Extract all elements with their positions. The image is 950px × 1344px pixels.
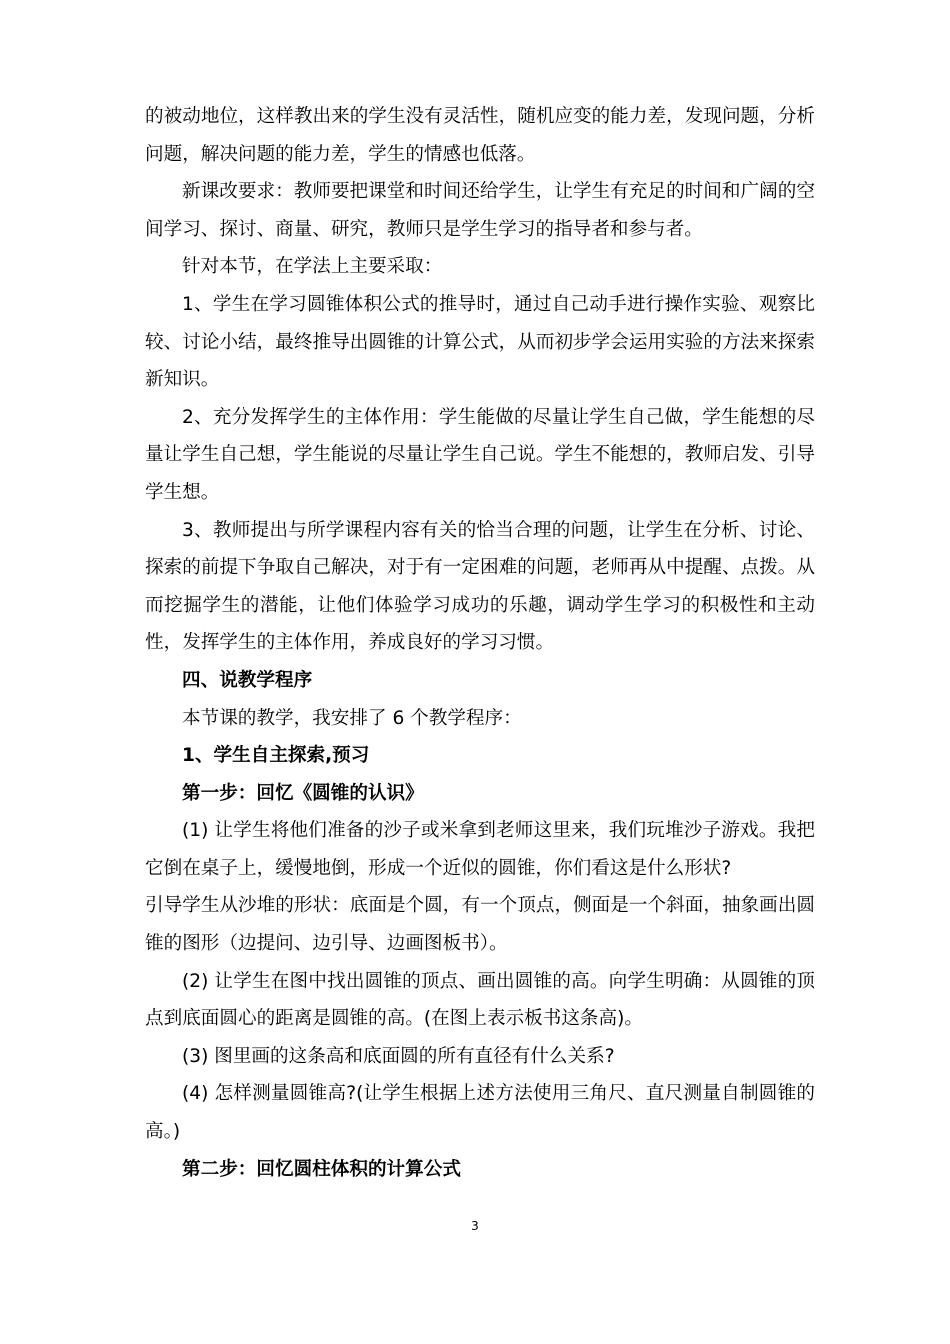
paragraph-study-method-intro: 针对本节，在学法上主要采取： bbox=[182, 256, 443, 278]
paragraph-continuation: 的被动地位，这样教出来的学生没有灵活性，随机应变的能力差，发现问题，分析问题，解决问题的能力差，学生的情感也低落。 bbox=[145, 106, 815, 165]
section-heading-teaching-procedure: 四、说教学程序 bbox=[182, 669, 313, 691]
paragraph-step1-item1: (1) 让学生将他们准备的沙子或米拿到老师这里来，我们玩堆沙子游戏。我把它倒在桌子上，缓慢地倒，形成一个近似的圆锥，你们看这是什么形状? bbox=[145, 820, 815, 879]
paragraph-step1-guide: 引导学生从沙堆的形状：底面是个圆，有一个顶点，侧面是一个斜面，抽象画出圆锥的图形（边提问、边引导、边画图板书）。 bbox=[145, 895, 815, 955]
paragraph-step1-item2: (2) 让学生在图中找出圆锥的顶点、画出圆锥的高。向学生明确：从圆锥的顶点到底面圆心的距离是圆锥的高。(在图上表示板书这条高)。 bbox=[145, 970, 815, 1030]
paragraph-method-3: 3、教师提出与所学课程内容有关的恰当合理的问题，让学生在分析、讨论、探索的前提下争取自己解决，对于有一定困难的问题，老师再从中提醒、点拨。从而挖掘学生的潜能，让他们体验学习成功的乐趣，调动学生学习的积极性和主动性，发挥学生的主体作用，养成良好的学习习惯。 bbox=[145, 519, 815, 654]
paragraph-curriculum-reform: 新课改要求：教师要把课堂和时间还给学生，让学生有充足的时间和广阔的空间学习、探讨、商量、研究，教师只是学生学习的指导者和参与者。 bbox=[145, 181, 815, 240]
paragraph-procedure-intro: 本节课的教学，我安排了 6 个教学程序： bbox=[182, 707, 522, 729]
page-number: 3 bbox=[471, 1219, 479, 1233]
paragraph-method-2: 2、充分发挥学生的主体作用：学生能做的尽量让学生自己做，学生能想的尽量让学生自己想，学生能说的尽量让学生自己说。学生不能想的，教师启发、引导学生想。 bbox=[145, 406, 815, 503]
step-heading-2: 第二步：回忆圆柱体积的计算公式 bbox=[182, 1158, 461, 1180]
paragraph-method-1: 1、学生在学习圆锥体积公式的推导时，通过自己动手进行操作实验、观察比较、讨论小结，最终推导出圆锥的计算公式，从而初步学会运用实验的方法来探索新知识。 bbox=[145, 293, 815, 391]
paragraph-step1-item3: (3) 图里画的这条高和底面圆的所有直径有什么关系? bbox=[182, 1045, 615, 1067]
step-heading-1: 第一步：回忆《圆锥的认识》 bbox=[182, 782, 424, 804]
subheading-self-study: 1、学生自主探索,预习 bbox=[182, 745, 370, 767]
paragraph-step1-item4: (4) 怎样测量圆锥高?(让学生根据上述方法使用三角尺、直尺测量自制圆锥的高。) bbox=[145, 1083, 815, 1143]
page-body bbox=[145, 98, 815, 1188]
